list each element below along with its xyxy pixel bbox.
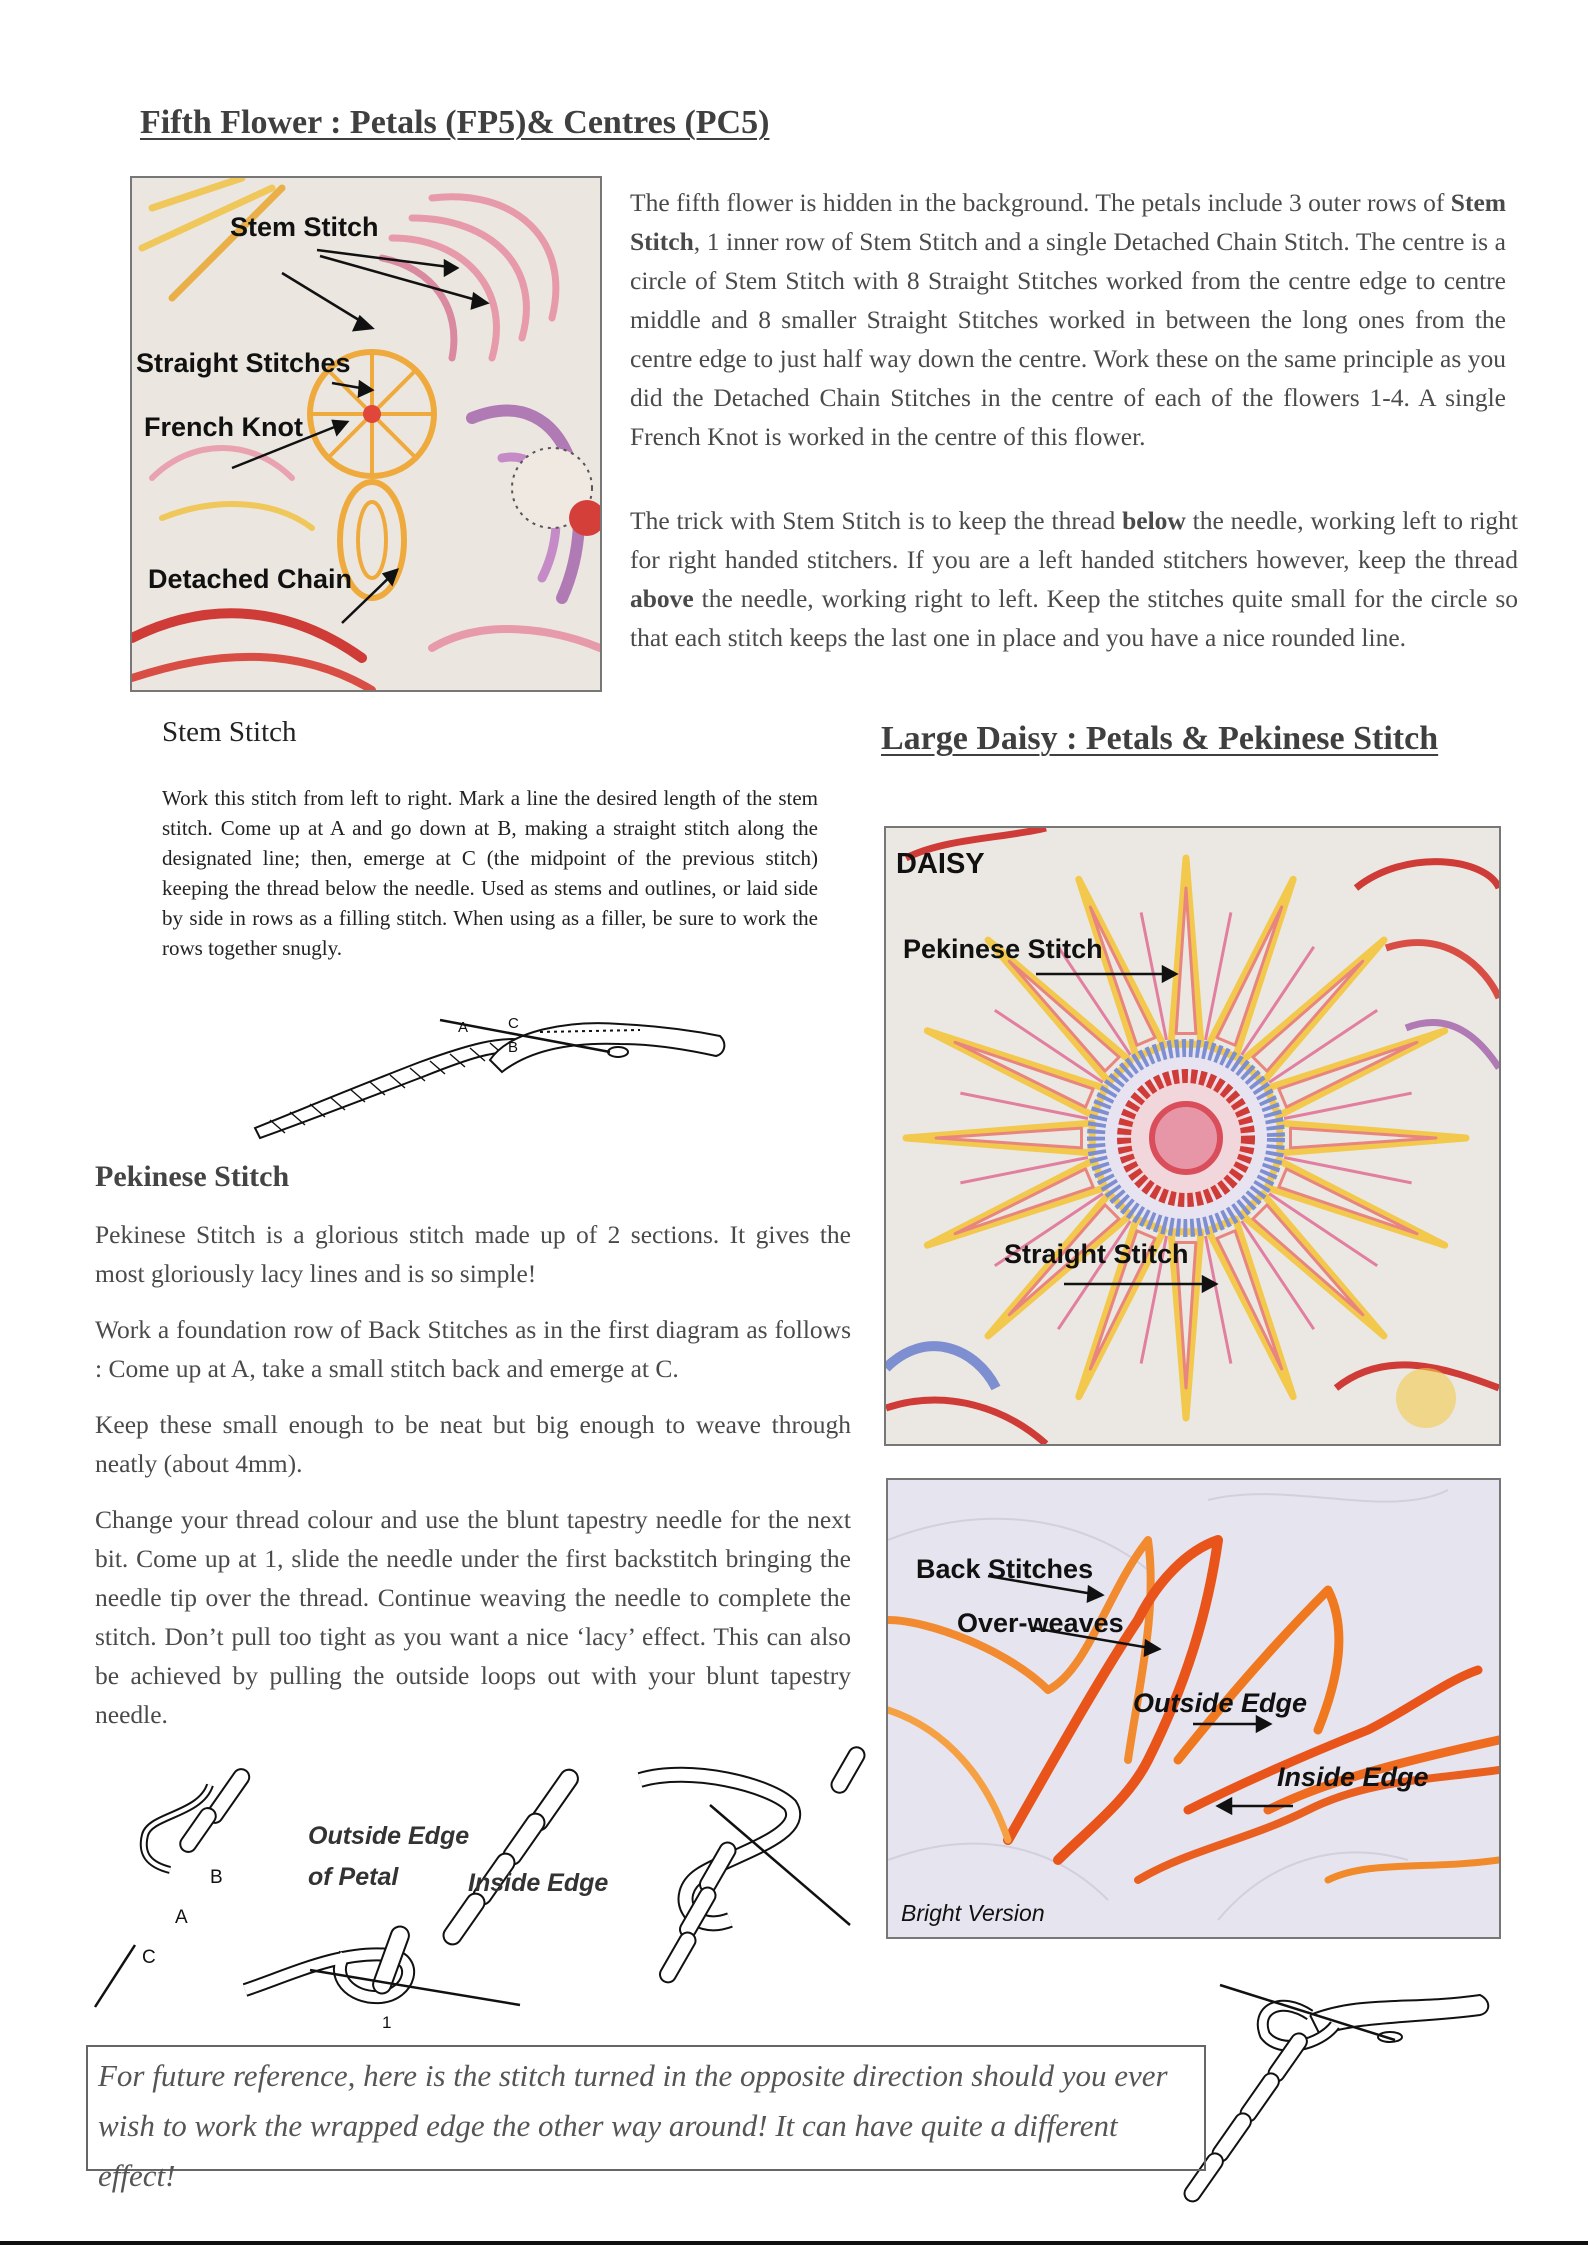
- page-bottom-rule: [0, 2241, 1588, 2245]
- photo-label-stem-stitch: Stem Stitch: [230, 212, 379, 242]
- stem-diagram-label-c: C: [508, 1015, 519, 1032]
- stem-diagram-label-b: B: [508, 1039, 519, 1056]
- para2-bold-above: above: [630, 584, 694, 613]
- fifth-flower-paragraph-1: [630, 183, 1506, 456]
- bright-label-over-weaves: Over-weaves: [957, 1608, 1124, 1638]
- pekinese-diagram-label-c: C: [142, 1947, 156, 1968]
- daisy-photo-title: DAISY: [896, 848, 985, 880]
- fifth-flower-heading: Fifth Flower : Petals (FP5)& Centres (PC5): [140, 104, 770, 141]
- daisy-photo: [884, 826, 1501, 1446]
- pekinese-label-of-petal: of Petal: [308, 1863, 399, 1891]
- photo-label-detached-chain: Detached Chain: [148, 564, 353, 594]
- future-reference-note: [86, 2045, 1206, 2193]
- photo-label-straight-stitches: Straight Stitches: [136, 348, 351, 378]
- stem-diagram-label-a: A: [458, 1019, 469, 1036]
- bright-version-photo: [886, 1478, 1501, 1939]
- pekinese-label-inside-edge: Inside Edge: [468, 1869, 609, 1897]
- bright-version-caption: Bright Version: [901, 1900, 1045, 1926]
- pekinese-paragraph-2: Work a foundation row of Back Stitches as in the first diagram as follows : Come up at A, take a small stitch back and emerge at C.: [95, 1315, 851, 1383]
- future-reference-text: For future reference, here is the stitch turned in the opposite direction should you ever wish to work the wrapped edge the other way around! It can have quite a different effect!: [98, 2058, 1168, 2193]
- para2-bold-below: below: [1122, 506, 1186, 535]
- pekinese-diagrams: [90, 1745, 870, 2040]
- stem-stitch-diagram: [240, 1000, 730, 1140]
- pekinese-label-outside-edge: Outside Edge: [308, 1822, 470, 1850]
- pekinese-paragraph-4: Change your thread colour and use the blunt tapestry needle for the next bit. Come up at 1, slide the needle under the first backstitch bringing the needle tip over the thread. Continue weaving the needle to complete the stitch. Don’t pull too tight as you want a nice ‘lacy’ effect. This can also be achieved by pulling the outside loops out with your blunt tapestry needle.: [95, 1505, 851, 1729]
- daisy-label-pekinese-stitch: Pekinese Stitch: [903, 934, 1103, 964]
- fifth-flower-photo: [130, 176, 602, 692]
- bright-label-outside-edge: Outside Edge: [1133, 1688, 1308, 1718]
- pekinese-loop-diagram: [640, 1745, 867, 1985]
- para1-text-b: , 1 inner row of Stem Stitch and a single Detached Chain Stitch. The centre is a circle of Stem Stitch with 8 Straight Stitches worked from the centre edge to centre middle and 8 smaller Straight Stitches worked in between the long ones from the centre edge to just half way down the centre. Work these on the same principle as you did the Detached Chain Stitches in the centre of each of the flowers 1-4. A single French Knot is worked in the centre of this flower.: [630, 227, 1506, 451]
- bright-label-back-stitches: Back Stitches: [916, 1554, 1094, 1584]
- pekinese-paragraph-3: Keep these small enough to be neat but big enough to weave through neatly (about 4mm).: [95, 1410, 851, 1478]
- pekinese-stitch-title: Pekinese Stitch: [95, 1160, 290, 1193]
- bright-label-inside-edge: Inside Edge: [1277, 1762, 1429, 1792]
- stem-stitch-instructions: Work this stitch from left to right. Mark a line the desired length of the stem stitch. Come up at A and go down at B, making a straight stitch along the designated line; then, emerge at C (the midpoint of the previous stitch) keeping the thread below the needle. Used as stems and outlines, or laid side by side in rows as a filling stitch. When using as a filler, be sure to work the rows together snugly.: [162, 786, 818, 960]
- para2-text-c: the needle, working right to left. Keep the stitches quite small for the circle so that each stitch keeps the last one in place and you have a nice rounded line.: [630, 584, 1518, 652]
- pekinese-diagram-label-b: B: [210, 1867, 223, 1888]
- reversed-stitch-diagram: [1160, 1975, 1495, 2230]
- para2-text-a: The trick with Stem Stitch is to keep the thread: [630, 506, 1123, 535]
- pekinese-diagram-label-1: 1: [382, 2013, 392, 2032]
- pekinese-diagram-label-a: A: [175, 1907, 188, 1928]
- para1-text-a: The fifth flower is hidden in the background. The petals include 3 outer rows of: [630, 188, 1451, 217]
- daisy-label-straight-stitch: Straight Stitch: [1004, 1239, 1189, 1269]
- back-stitch-diagram: [95, 1766, 252, 2007]
- daisy-embroidery-image: [886, 828, 1499, 1444]
- fifth-flower-paragraph-2: [630, 501, 1518, 657]
- pekinese-paragraph-1: Pekinese Stitch is a glorious stitch made up of 2 sections. It gives the most gloriously lacy lines and is so simple!: [95, 1220, 851, 1288]
- para1-bold-stem: Stem Stitch: [630, 188, 1506, 256]
- large-daisy-heading: Large Daisy : Petals & Pekinese Stitch: [881, 720, 1439, 757]
- para2-text-b: the needle, working left to right for right handed stitchers. If you are a left handed stitchers however, keep the thread: [630, 506, 1518, 574]
- photo-label-french-knot: French Knot: [144, 412, 303, 442]
- stem-stitch-title: Stem Stitch: [162, 716, 297, 748]
